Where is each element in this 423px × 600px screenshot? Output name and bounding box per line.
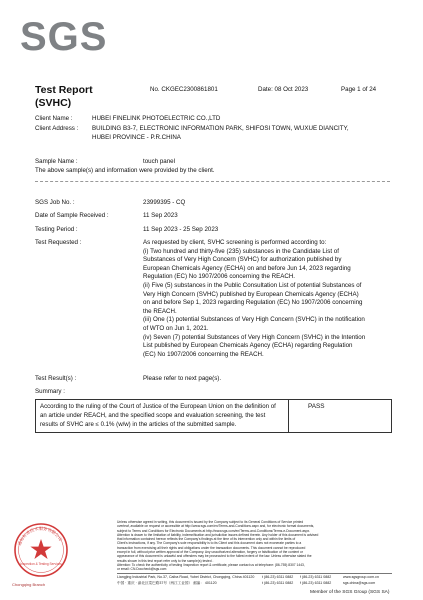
stamp-caption: Chongqing Branch (12, 582, 46, 587)
testing-period-value: 11 Sep 2023 - 25 Sep 2023 (143, 226, 219, 233)
svg-text:Inspection & Testing Services: Inspection & Testing Services (20, 562, 62, 566)
fine-line: Attention: To check the authenticity of testing /inspection report & certificate, please contact us at telephone: (86-755) 8307 1443, (117, 562, 305, 567)
fax: f (86-23) 6311 0882 (300, 575, 332, 579)
requested-line: on and before Sep 1, 2023 regarding Regulation (EC) No 1907/2006 concerning (143, 299, 363, 307)
fine-line: that information contained hereon reflects the Company's findings at the time of its intervention only and within the limits of (117, 537, 296, 542)
client-address-line2: HUBEI PROVINCE - P.R.CHINA (92, 133, 181, 141)
report-title (35, 84, 93, 110)
report-date: Date: 08 Oct 2023 (258, 86, 309, 93)
fine-line: results shown in this test report refer only to the sample(s) tested . (117, 558, 214, 563)
testing-period-label: Testing Period : (35, 226, 78, 233)
fine-line: except in full, without prior written approval of the Company. Any unauthorized alteration, forgery or falsification of the content or (117, 550, 303, 555)
summary-text (40, 402, 285, 429)
client-name-label: Client Name : (35, 115, 73, 122)
report-number: No. CKGEC2300861801 (150, 86, 218, 93)
requested-line: European Chemicals Agency (ECHA) on and before Jun 14, 2023 regarding (143, 264, 351, 272)
requested-line: (EC) No 1907/2006 concerning the REACH. (143, 350, 264, 358)
client-address (92, 125, 392, 142)
report-title-line2: (SVHC) (35, 97, 72, 109)
job-no-value: 23999395 - CQ (143, 199, 186, 206)
test-results-value: Please refer to next page(s). (143, 375, 222, 382)
svg-text:通标标准技术服务有限公司: 通标标准技术服务有限公司 (16, 525, 64, 547)
client-name-value: HUBEI FINELINK PHOTOELECTRIC CO.,LTD (92, 115, 221, 122)
summary-line: an article under REACH, and the specified scope and evaluation screening, the test (40, 412, 266, 419)
fine-line: Unless otherwise agreed in writing, this document is issued by the Company subject to its General Conditions of Service printed (117, 520, 304, 524)
legal-fine-print (117, 520, 392, 572)
fine-line: appearance of this document is unlawful and offenders may be prosecuted to the fullest extent of the law. Unless otherwise stated the (117, 554, 312, 559)
summary-label: Summary : (35, 388, 65, 395)
summary-line: results of SVHC are ≤ 0.1% (w/w) in the articles of the submitted sample. (40, 421, 237, 428)
requested-line: Substances of Very High Concern (SVHC) for authorization published by (143, 256, 342, 264)
test-requested-text (143, 239, 398, 359)
requested-line: (iv) Seven (7) potential Substances of Very High Concern (SVHC) in the Intention (143, 333, 366, 341)
test-results-label: Test Result(s) : (35, 375, 77, 382)
job-no-label: SGS Job No. : (35, 199, 75, 206)
client-address-line1: BUILDING B3-7, ELECTRONIC INFORMATION PARK, SHIFOSI TOWN, WUXUE DIANCITY, (92, 125, 349, 132)
requested-line: the REACH. (143, 307, 177, 315)
requested-line: (iii) One (1) potential Substances of Very High Concern (SVHC) in the notification (143, 316, 365, 324)
fine-line: subject to Terms and Conditions for Electronic Documents at http://www.sgs.com/en/Terms-and-Conditions/Terms-e-Document.aspx. (117, 528, 311, 533)
fax-2: f (86-23) 6311 0882 (300, 581, 332, 585)
sgs-logo (18, 12, 108, 59)
received-date-value: 11 Sep 2023 (143, 212, 178, 219)
test-requested-label: Test Requested : (35, 239, 82, 246)
sample-note: The above sample(s) and information were provided by the client. (35, 167, 215, 174)
fine-line: transaction from exercising all their rights and obligations under the transaction documents. This document cannot be reproduced (117, 545, 306, 550)
telephone: t (86-23) 6311 0882 (262, 575, 294, 579)
fine-line: Attention is drawn to the limitation of liability, indemnification and jurisdiction issues defined therein. Any holder of this document is advised (117, 532, 319, 537)
fine-line: Client's instructions, if any. The Company's sole responsibility is to its Client and this document does not exonerate parties to a (117, 541, 302, 546)
svg-text:SGS: SGS (20, 15, 108, 59)
divider (35, 181, 390, 182)
company-seal-stamp (12, 521, 70, 579)
client-address-label: Client Address : (35, 125, 79, 132)
requested-line: of WTO on Jun 1, 2021. (143, 324, 209, 332)
telephone-2: t (86-23) 6311 0882 (262, 581, 294, 585)
fine-line: or email: CN.Doccheck@sgs.com (117, 567, 167, 572)
member-line: Member of the SGS Group (SGS SA) (310, 590, 390, 595)
footer-rule (117, 573, 392, 574)
summary-line: According to the ruling of the Court of Justice of the European Union on the definition of (40, 403, 276, 410)
report-title-line1: Test Report (35, 84, 93, 96)
received-date-label: Date of Sample Received : (35, 212, 109, 219)
requested-line: List published by European Chemicals Agency (ECHA) regarding Regulation (143, 342, 353, 350)
requested-line: Regulation (EC) No 1907/2006 concerning the REACH. (143, 273, 296, 281)
address-cn: 中国 · 重庆 · 渝北区菜巴路37号（两江工业园） 邮编： 401120 (117, 581, 217, 585)
requested-line: As requested by client, SVHC screening is performed according to: (143, 239, 327, 246)
email: sgs.china@sgs.com (343, 581, 376, 585)
website: www.sgsgroup.com.cn (343, 575, 379, 579)
requested-line: (i) Two hundred and thirty-five (235) substances in the Candidate List of (143, 247, 339, 255)
requested-line: (ii) Five (5) substances in the Public Consultation List of potential Substances of (143, 281, 362, 289)
sample-name-label: Sample Name : (35, 158, 78, 165)
sample-name-value: touch panel (143, 158, 175, 165)
page-indicator: Page 1 of 24 (341, 86, 377, 93)
summary-table (35, 399, 392, 433)
summary-result: PASS (308, 403, 325, 410)
summary-divider (288, 400, 289, 432)
fine-line: overleaf, available on request or accessible at http://www.sgs.com/en/Terms-and-Conditions.aspx and, for electronic format documents, (117, 524, 315, 529)
requested-line: Very High Concern (SVHC) published by European Chemicals Agency (ECHA) (143, 290, 359, 298)
address-en: Liangjing Industrial Park, No.37, Caiba Road, Yubei District, Chongqing, China 401120 (117, 575, 255, 579)
